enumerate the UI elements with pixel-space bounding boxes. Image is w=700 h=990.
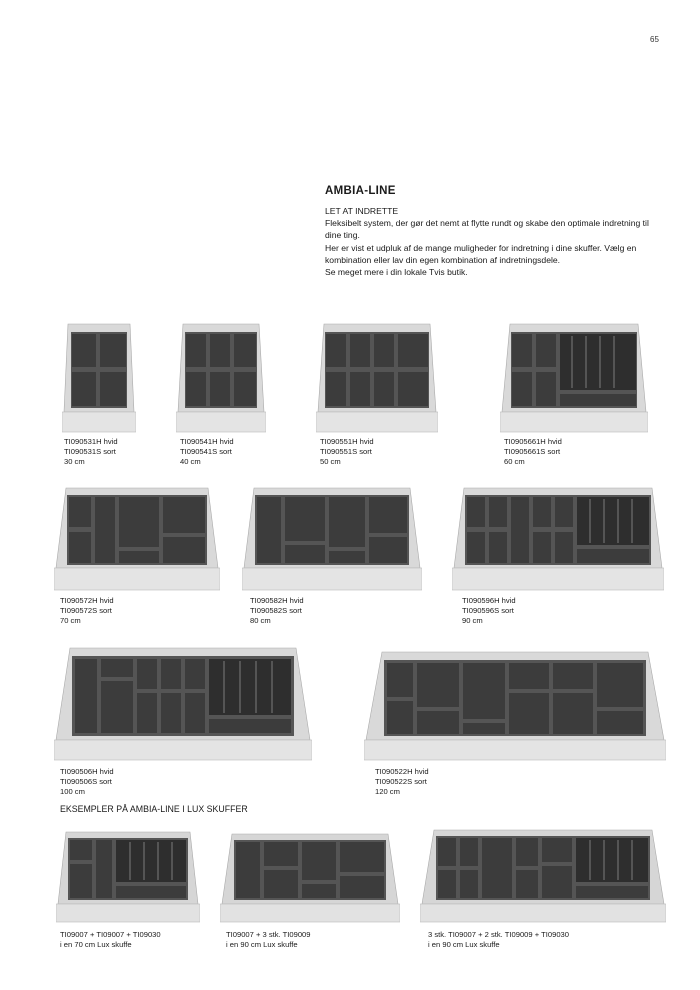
product-size: 30 cm: [64, 457, 85, 466]
product-code-white: TI090551H hvid: [320, 437, 374, 446]
intro-paragraph-2: Her er vist et udpluk af de mange muligheder for indretning i dine skuffer. Vælg en kombination eller lav din egen kombination af indretningsdele.: [325, 242, 637, 265]
product-size: 40 cm: [180, 457, 201, 466]
product-code-white: TI090531H hvid: [64, 437, 118, 446]
drawer-organizer-image: [54, 646, 312, 762]
drawer-organizer-image: [62, 322, 136, 434]
drawer-example-image: [56, 830, 200, 924]
product-code-white: TI090522H hvid: [375, 767, 429, 776]
drawer-example-image: [420, 828, 666, 924]
section-heading: AMBIA-LINE: [325, 185, 396, 197]
product-size: 70 cm: [60, 616, 81, 625]
intro-block: [325, 185, 665, 278]
example-drawer-size: i en 70 cm Lux skuffe: [60, 940, 132, 949]
intro-lead: LET AT INDRETTE: [325, 206, 399, 216]
product-code-black: TI090541S sort: [180, 447, 232, 456]
product-code-white: TI0905661H hvid: [504, 437, 562, 446]
example-description: TI09007 + 3 stk. TI09009: [226, 930, 311, 939]
drawer-organizer-image: [364, 650, 666, 762]
drawer-organizer-image: [54, 486, 220, 592]
product-size: 80 cm: [250, 616, 271, 625]
example-drawer-size: i en 90 cm Lux skuffe: [226, 940, 298, 949]
product-code-black: TI090582S sort: [250, 606, 302, 615]
drawer-example-image: [220, 832, 400, 924]
product-code-black: TI090551S sort: [320, 447, 372, 456]
product-code-white: TI090596H hvid: [462, 596, 516, 605]
page-number: 65: [650, 35, 659, 44]
product-size: 120 cm: [375, 787, 400, 796]
product-code-black: TI090572S sort: [60, 606, 112, 615]
drawer-organizer-image: [452, 486, 664, 592]
examples-heading: EKSEMPLER PÅ AMBIA-LINE I LUX SKUFFER: [60, 804, 248, 814]
product-code-white: TI090506H hvid: [60, 767, 114, 776]
drawer-organizer-image: [316, 322, 438, 434]
product-code-black: TI090596S sort: [462, 606, 514, 615]
product-code-black: TI090506S sort: [60, 777, 112, 786]
product-size: 50 cm: [320, 457, 341, 466]
product-size: 60 cm: [504, 457, 525, 466]
product-code-black: TI090531S sort: [64, 447, 116, 456]
product-code-black: TI0905661S sort: [504, 447, 561, 456]
intro-paragraph-1: Fleksibelt system, der gør det nemt at flytte rundt og skabe den optimale indretning til dine ting.: [325, 218, 649, 241]
product-code-white: TI090582H hvid: [250, 596, 304, 605]
product-code-white: TI090541H hvid: [180, 437, 234, 446]
example-description: TI09007 + TI09007 + TI09030: [60, 930, 161, 939]
drawer-organizer-image: [500, 322, 648, 434]
product-size: 100 cm: [60, 787, 85, 796]
drawer-organizer-image: [242, 486, 422, 592]
product-size: 90 cm: [462, 616, 483, 625]
product-code-black: TI090522S sort: [375, 777, 427, 786]
product-code-white: TI090572H hvid: [60, 596, 114, 605]
intro-paragraph-3: Se meget mere i din lokale Tvis butik.: [325, 267, 468, 278]
example-drawer-size: i en 90 cm Lux skuffe: [428, 940, 500, 949]
example-description: 3 stk. TI09007 + 2 stk. TI09009 + TI09030: [428, 930, 570, 939]
drawer-organizer-image: [176, 322, 266, 434]
